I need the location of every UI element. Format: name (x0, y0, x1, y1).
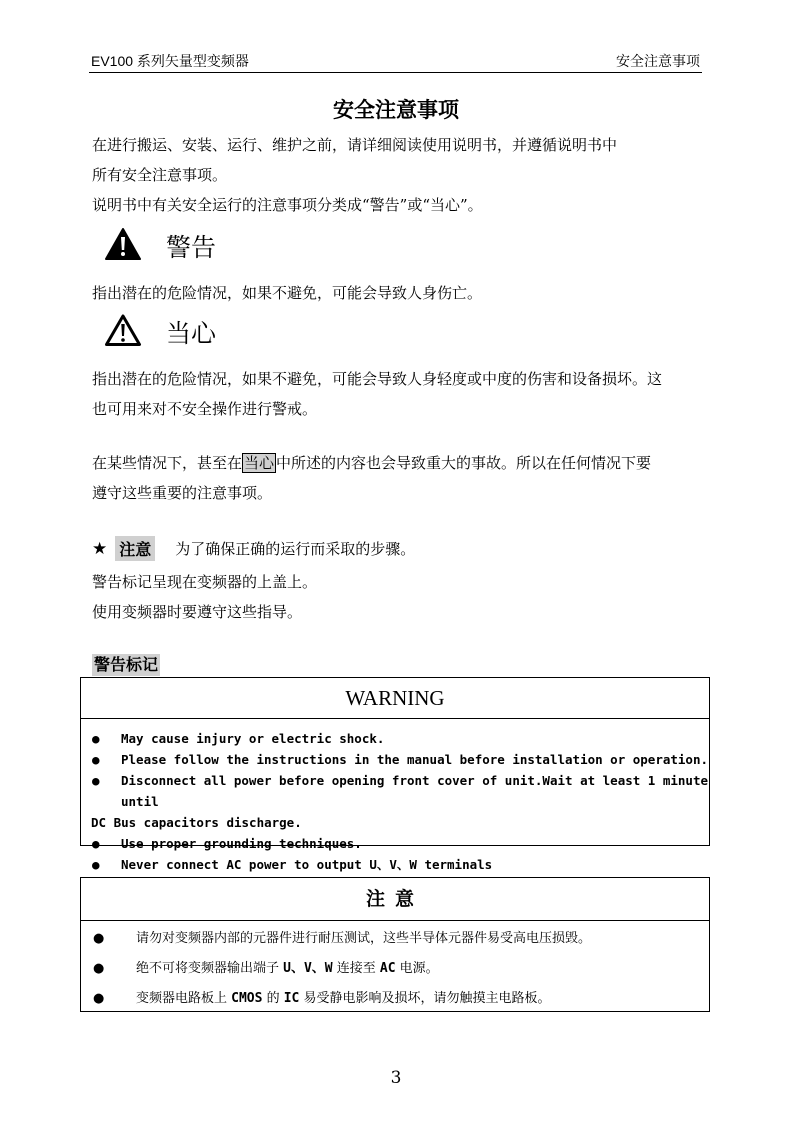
note-item-text: 绝不可将变频器输出端子 (136, 961, 284, 976)
page-number: 3 (390, 1068, 402, 1088)
bullet-icon: ● (93, 961, 105, 976)
note-box-title: 注意 (81, 878, 709, 921)
important-line-2: 遵守这些重要的注意事项。 (92, 484, 273, 502)
cmos-term: CMOS (231, 991, 263, 1006)
caution-label: 当心 (166, 319, 217, 348)
header-manual-title: EV100 系列矢量型变频器 (91, 53, 249, 69)
warning-item-text: Never connect AC power to output U、V、W terminals (121, 857, 493, 872)
warning-symbol-row (104, 226, 216, 266)
note-item (81, 954, 709, 984)
bullet-icon: ● (93, 931, 105, 946)
note-label: 注意 (115, 536, 155, 561)
note-item-text: 连接至 (332, 961, 380, 976)
marking-line-1: 警告标记呈现在变频器的上盖上。 (92, 573, 318, 591)
note-item-text: 易受静电影响及损坏，请勿触摸主电路板。 (299, 991, 551, 1006)
header-section-title: 安全注意事项 (616, 53, 700, 69)
warning-marking-heading: 警告标记 (94, 655, 159, 674)
note-item (81, 984, 709, 1014)
highlighted-caution-term: 当心 (244, 454, 275, 472)
warning-box (80, 677, 710, 872)
warning-item-text: May cause injury or electric shock. (121, 731, 385, 746)
marking-paragraph (92, 567, 702, 627)
caution-description (92, 364, 702, 424)
warning-item-continuation: DC Bus capacitors discharge. (91, 815, 302, 830)
ac-term: AC (379, 961, 396, 976)
note-box (80, 877, 710, 1012)
intro-line-1: 在进行搬运、安装、运行、维护之前，请详细阅读使用说明书，并遵循说明书中 (92, 136, 618, 154)
warning-item (81, 770, 709, 833)
warning-item-text: Use proper grounding techniques. (121, 836, 362, 851)
page-title: 安全注意事项 (333, 98, 459, 122)
warning-item (81, 854, 709, 875)
outline-warning-triangle-icon (104, 313, 142, 351)
bullet-icon: ● (92, 773, 100, 788)
warning-box-title: WARNING (81, 678, 709, 719)
star-icon: ★ (92, 538, 108, 559)
caution-desc-line-1: 指出潜在的危险情况，如果不避免，可能会导致人身轻度或中度的伤害和设备损坏。这 (92, 370, 663, 388)
note-item-text: 请勿对变频器内部的元器件进行耐压测试，这些半导体元器件易受高电压损毁。 (136, 931, 592, 946)
bullet-icon: ● (92, 836, 100, 851)
bullet-icon: ● (92, 752, 100, 767)
warning-item-text: Disconnect all power before opening front cover of unit.Wait at least 1 minute until (121, 773, 708, 809)
note-item-text: 的 (262, 991, 284, 1006)
note-item-text: 电源。 (395, 961, 439, 976)
warning-item (81, 749, 709, 770)
marking-line-2: 使用变频器时要遵守这些指导。 (92, 603, 303, 621)
warning-label: 警告 (166, 233, 217, 262)
warning-list (81, 719, 709, 875)
ic-term: IC (283, 991, 300, 1006)
note-definition-row (92, 536, 415, 561)
page-header (89, 48, 702, 73)
warning-item (81, 728, 709, 749)
bullet-icon: ● (92, 857, 100, 872)
warning-item (81, 833, 709, 854)
note-item (81, 924, 709, 954)
warning-item-text: Please follow the instructions in the manual before installation or operation. (121, 752, 708, 767)
caution-desc-line-2: 也可用来对不安全操作进行警戒。 (92, 400, 318, 418)
important-text-after: 中所述的内容也会导致重大的事故。所以在任何情况下要 (276, 454, 652, 472)
note-list (81, 921, 709, 1014)
intro-paragraph (92, 130, 702, 220)
intro-line-2: 所有安全注意事项。 (92, 166, 228, 184)
warning-description: 指出潜在的危险情况，如果不避免，可能会导致人身伤亡。 (92, 284, 483, 302)
note-item-text: 变频器电路板上 (136, 991, 232, 1006)
caution-symbol-row (104, 312, 216, 352)
important-paragraph (92, 448, 702, 508)
important-text-before: 在某些情况下，甚至在 (92, 454, 243, 472)
intro-line-3: 说明书中有关安全运行的注意事项分类成“警告”或“当心”。 (92, 196, 483, 214)
bullet-icon: ● (93, 991, 105, 1006)
terminal-names: U、V、W (283, 961, 333, 976)
important-line-1 (92, 448, 702, 478)
filled-warning-triangle-icon (104, 227, 142, 265)
bullet-icon: ● (92, 731, 100, 746)
note-definition-text: 为了确保正确的运行而采取的步骤。 (175, 540, 416, 558)
